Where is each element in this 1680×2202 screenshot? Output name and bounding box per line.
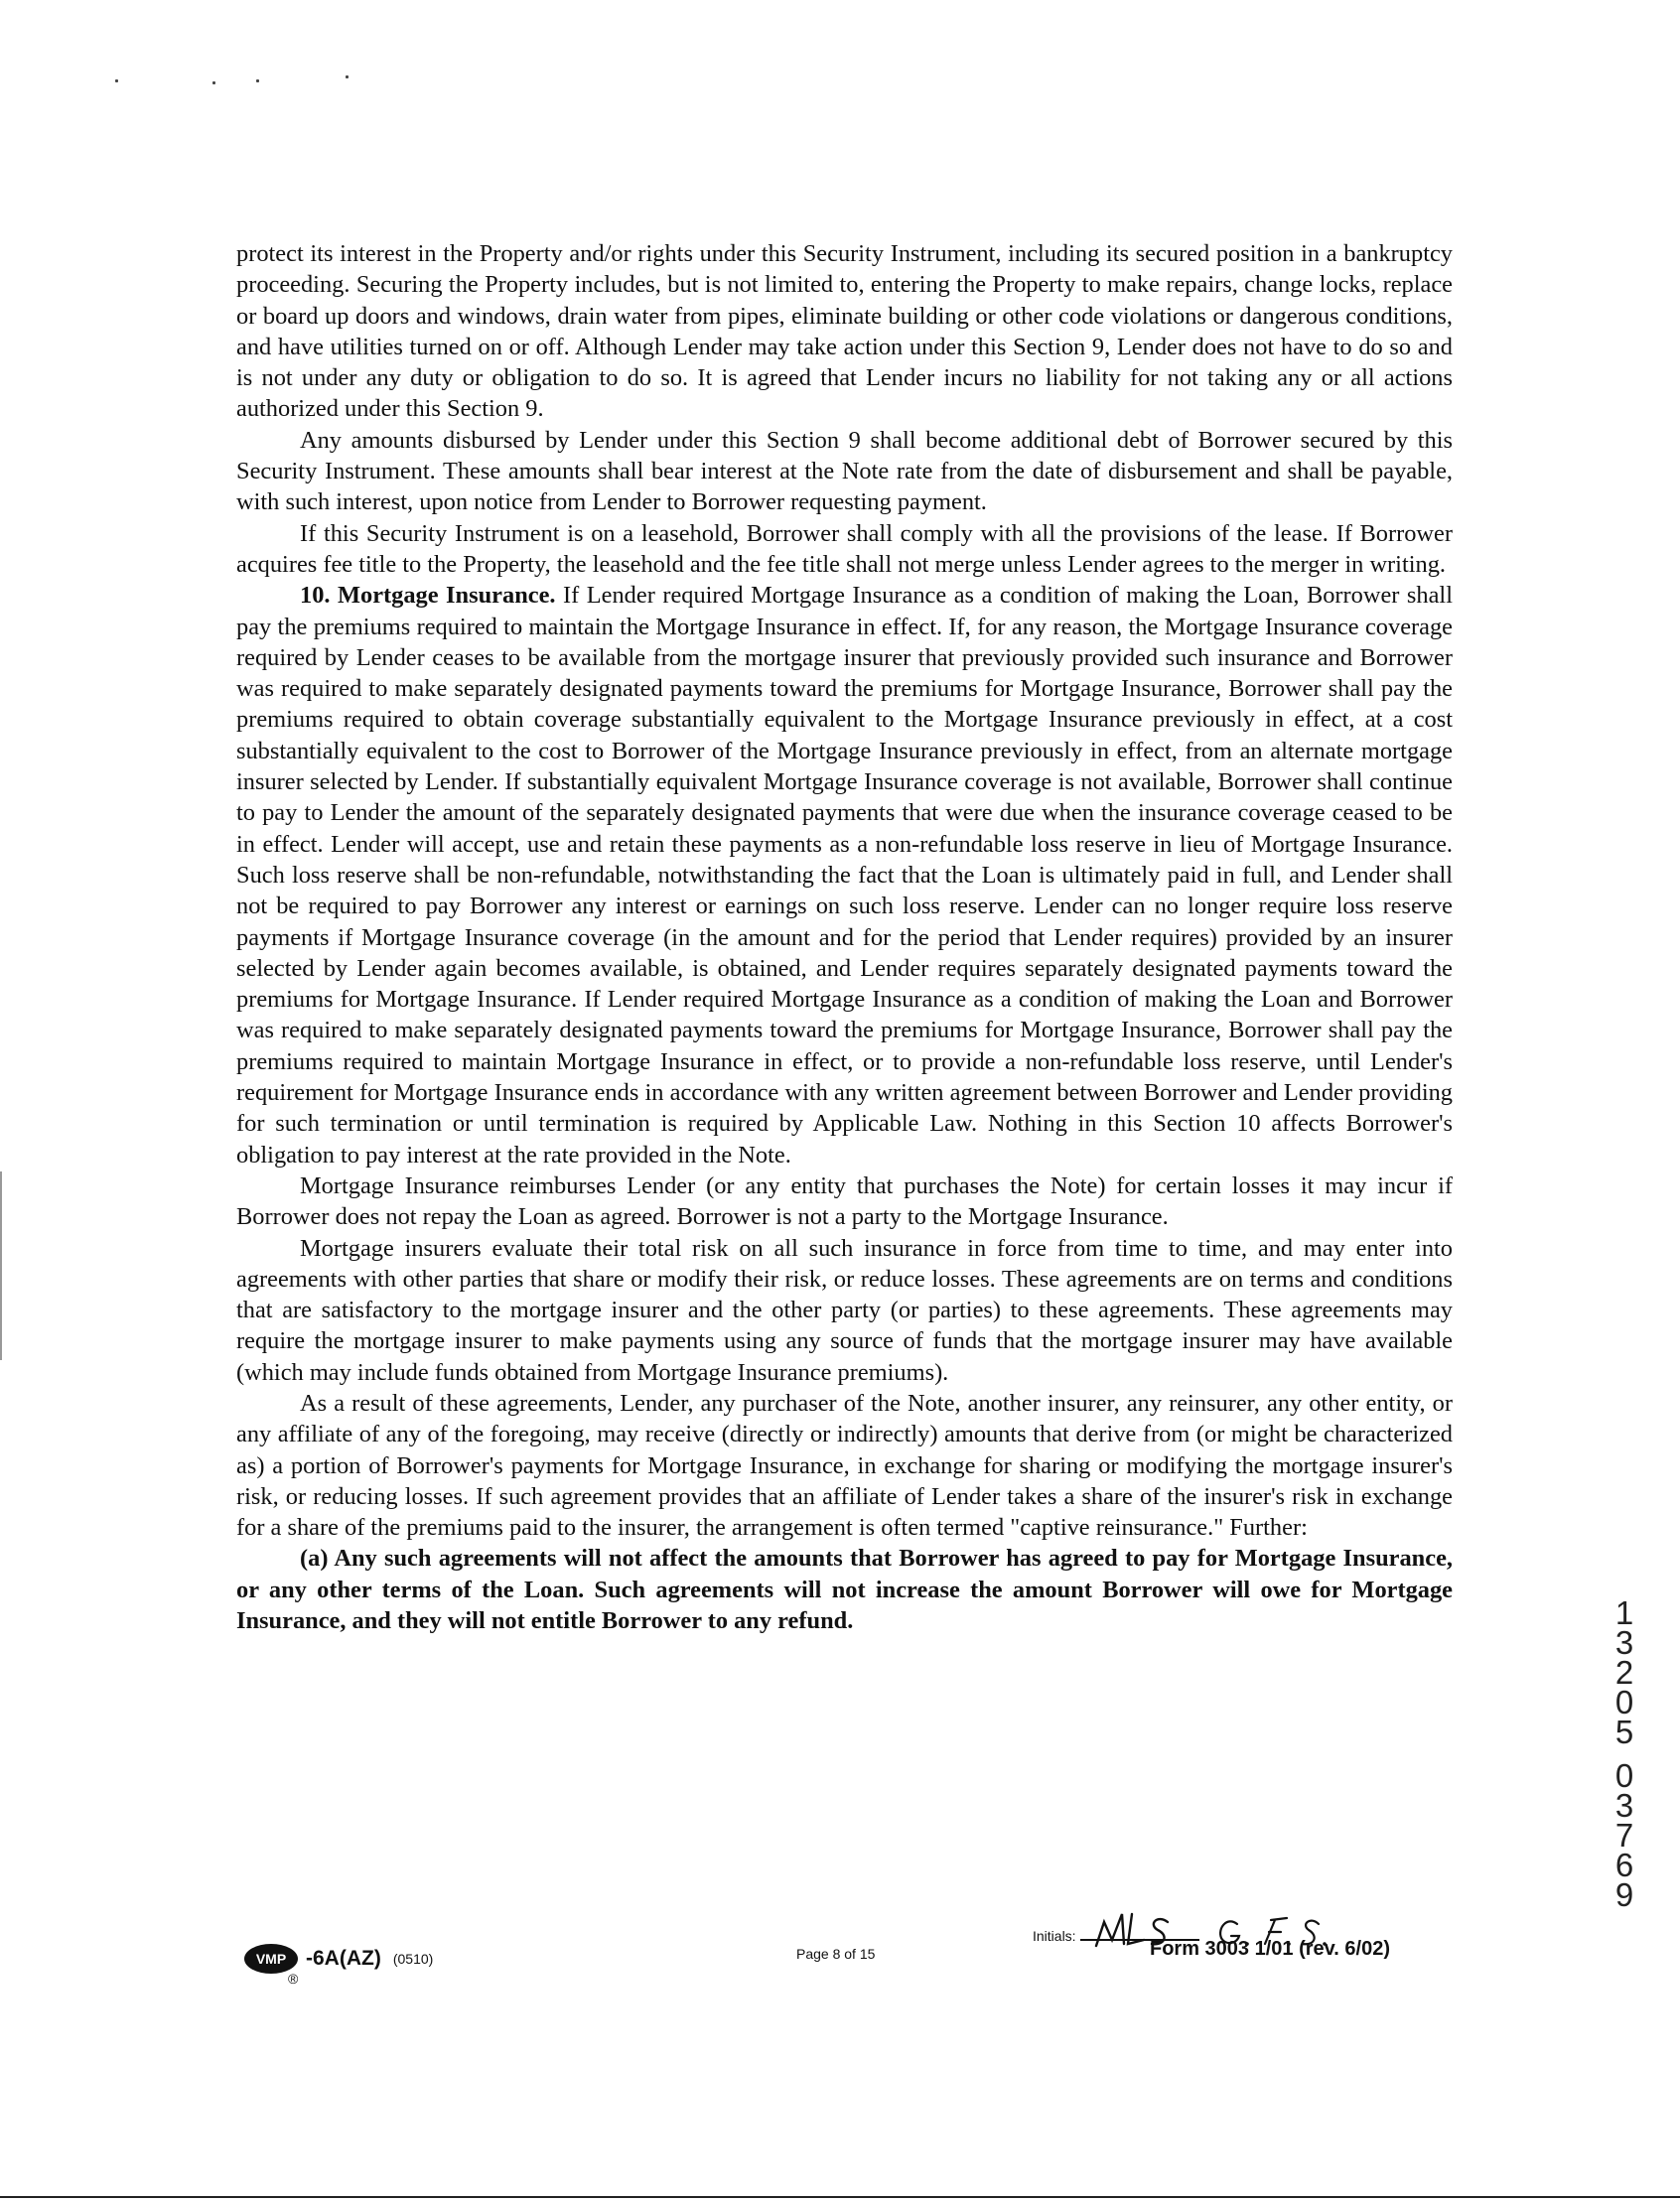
recording-digit: 6: [1614, 1847, 1634, 1883]
form-footer-left: [244, 1939, 434, 1987]
recording-digit: 0: [1614, 1757, 1634, 1794]
paragraph-disbursed-amounts: Any amounts disbursed by Lender under this Section 9 shall become additional debt of Borrower secured by this Security Instrument. These amounts shall bear interest at the Note rate from the date of disbursement and shall be payable, with such interest, upon notice from Lender to Borrower requesting payment.: [236, 426, 1453, 516]
registered-mark-icon: ®: [288, 1971, 299, 1987]
form-version: (0510): [392, 1951, 434, 1967]
paragraph-clause-a: (a) Any such agreements will not affect the amounts that Borrower has agreed to pay for Mortgage Insurance, or any other terms of the Loan. Such agreements will not increase the amount Borrower will owe for Mortgage Insurance, and they will not entitle Borrower to any refund.: [236, 1545, 1453, 1635]
document-body: [236, 238, 1453, 1636]
paragraph-leasehold: If this Security Instrument is on a leasehold, Borrower shall comply with all the provisions of the lease. If Borrower acquires fee title to the Property, the leasehold and the fee title shall not merge unless Lender agrees to the merger in writing.: [236, 519, 1453, 578]
paragraph-section-9-continued: protect its interest in the Property and/or rights under this Security Instrument, including its secured position in a bankruptcy proceeding. Securing the Property includes, but is not limited to, entering the Property to make repairs, change locks, replace or board up doors and windows, drain water from pipes, eliminate building or other code violations or dangerous conditions, and have utilities turned on or off. Although Lender may take action under this Section 9, Lender does not have to do so and is not under any duty or obligation to do so. It is agreed that Lender incurs no liability for not taking any or all actions authorized under this Section 9.: [236, 240, 1453, 423]
recording-digit: 1: [1614, 1594, 1634, 1631]
form-id: Form 3003 1/01 (rev. 6/02): [1150, 1938, 1390, 1960]
recording-digit: 0: [1614, 1684, 1634, 1720]
section-10-text: If Lender required Mortgage Insurance as a condition of making the Loan, Borrower shall pay the premiums required to maintain the Mortgage Insurance in effect. If, for any reason, the Mortgage Insurance coverage required by Lender ceases to be available from the mortgage insurer that previously provided such insurance and Borrower was required to make separately designated payments toward the premiums for Mortgage Insurance, Borrower shall pay the premiums required to obtain coverage substantially equivalent to the Mortgage Insurance previously in effect, at a cost substantially equivalent to the cost to Borrower of the Mortgage Insurance previously in effect, from an alternate mortgage insurer selected by Lender. If substantially equivalent Mortgage Insurance coverage is not available, Borrower shall continue to pay to Lender the amount of the separately designated payments that were due when the insurance coverage ceased to be in effect. Lender will accept, use and retain these payments as a non-refundable loss reserve in lieu of Mortgage Insurance. Such loss reserve shall be non-refundable, notwithstanding the fact that the Loan is ultimately paid in full, and Lender shall not be required to pay Borrower any interest or earnings on such loss reserve. Lender can no longer require loss reserve payments if Mortgage Insurance coverage (in the amount and for the period that Lender requires) provided by an insurer selected by Lender again becomes available, is obtained, and Lender requires separately designated payments toward the premiums for Mortgage Insurance. If Lender required Mortgage Insurance as a condition of making the Loan and Borrower was required to make separately designated payments toward the premiums for Mortgage Insurance, Borrower shall pay the premiums required to maintain Mortgage Insurance in effect, or to provide a non-refundable loss reserve, until Lender's requirement for Mortgage Insurance ends in accordance with any written agreement between Borrower and Lender providing for such termination or until termination is required by Applicable Law. Nothing in this Section 10 affects Borrower's obligation to pay interest at the rate provided in the Note.: [236, 582, 1453, 1169]
page-number: Page 8 of 15: [796, 1946, 876, 1962]
paragraph-insurers-evaluate: Mortgage insurers evaluate their total risk on all such insurance in force from time to time, and may enter into agreements with other parties that share or modify their risk, or reduce losses. These agreements are on terms and conditions that are satisfactory to the mortgage insurer and the other party (or parties) to these agreements. These agreements may require the mortgage insurer to make payments using any source of funds that the mortgage insurer may have available (which may include funds obtained from Mortgage Insurance premiums).: [236, 1234, 1453, 1386]
scan-edge-bottom: [0, 2196, 1680, 2198]
scan-edge-left: [0, 1171, 2, 1360]
recording-digit: 9: [1614, 1876, 1634, 1913]
paragraph-reimburses: Mortgage Insurance reimburses Lender (or any entity that purchases the Note) for certain losses it may incur if Borrower does not repay the Loan as agreed. Borrower is not a party to the Mortgage Insurance.: [236, 1171, 1453, 1231]
form-code: -6A(AZ): [306, 1947, 381, 1970]
recording-digit: 2: [1614, 1654, 1634, 1691]
paragraph-captive-reinsurance: As a result of these agreements, Lender, any purchaser of the Note, another insurer, any reinsurer, any other entity, or any affiliate of any of the foregoing, may receive (directly or indirectly) amounts that derive from (or might be characterized as) a portion of Borrower's payments for Mortgage Insurance, in exchange for sharing or modifying the mortgage insurer's risk, or reducing losses. If such agreement provides that an affiliate of Lender takes a share of the insurer's risk in exchange for a share of the premiums paid to the insurer, the arrangement is often termed "captive reinsurance." Further:: [236, 1389, 1453, 1542]
recording-digit: 3: [1614, 1787, 1634, 1824]
recording-digit: 7: [1614, 1817, 1634, 1854]
paragraph-section-10: [236, 580, 1453, 1170]
recording-digit: 3: [1614, 1624, 1634, 1661]
section-10-heading: 10. Mortgage Insurance.: [300, 582, 556, 610]
recording-digit: 5: [1614, 1714, 1634, 1750]
recording-number: [1607, 1594, 1642, 1913]
vmp-logo-text: VMP: [244, 1944, 298, 1974]
scan-specks: [109, 75, 367, 87]
vmp-logo: [244, 1942, 304, 1987]
initials-label: Initials:: [1033, 1928, 1076, 1944]
